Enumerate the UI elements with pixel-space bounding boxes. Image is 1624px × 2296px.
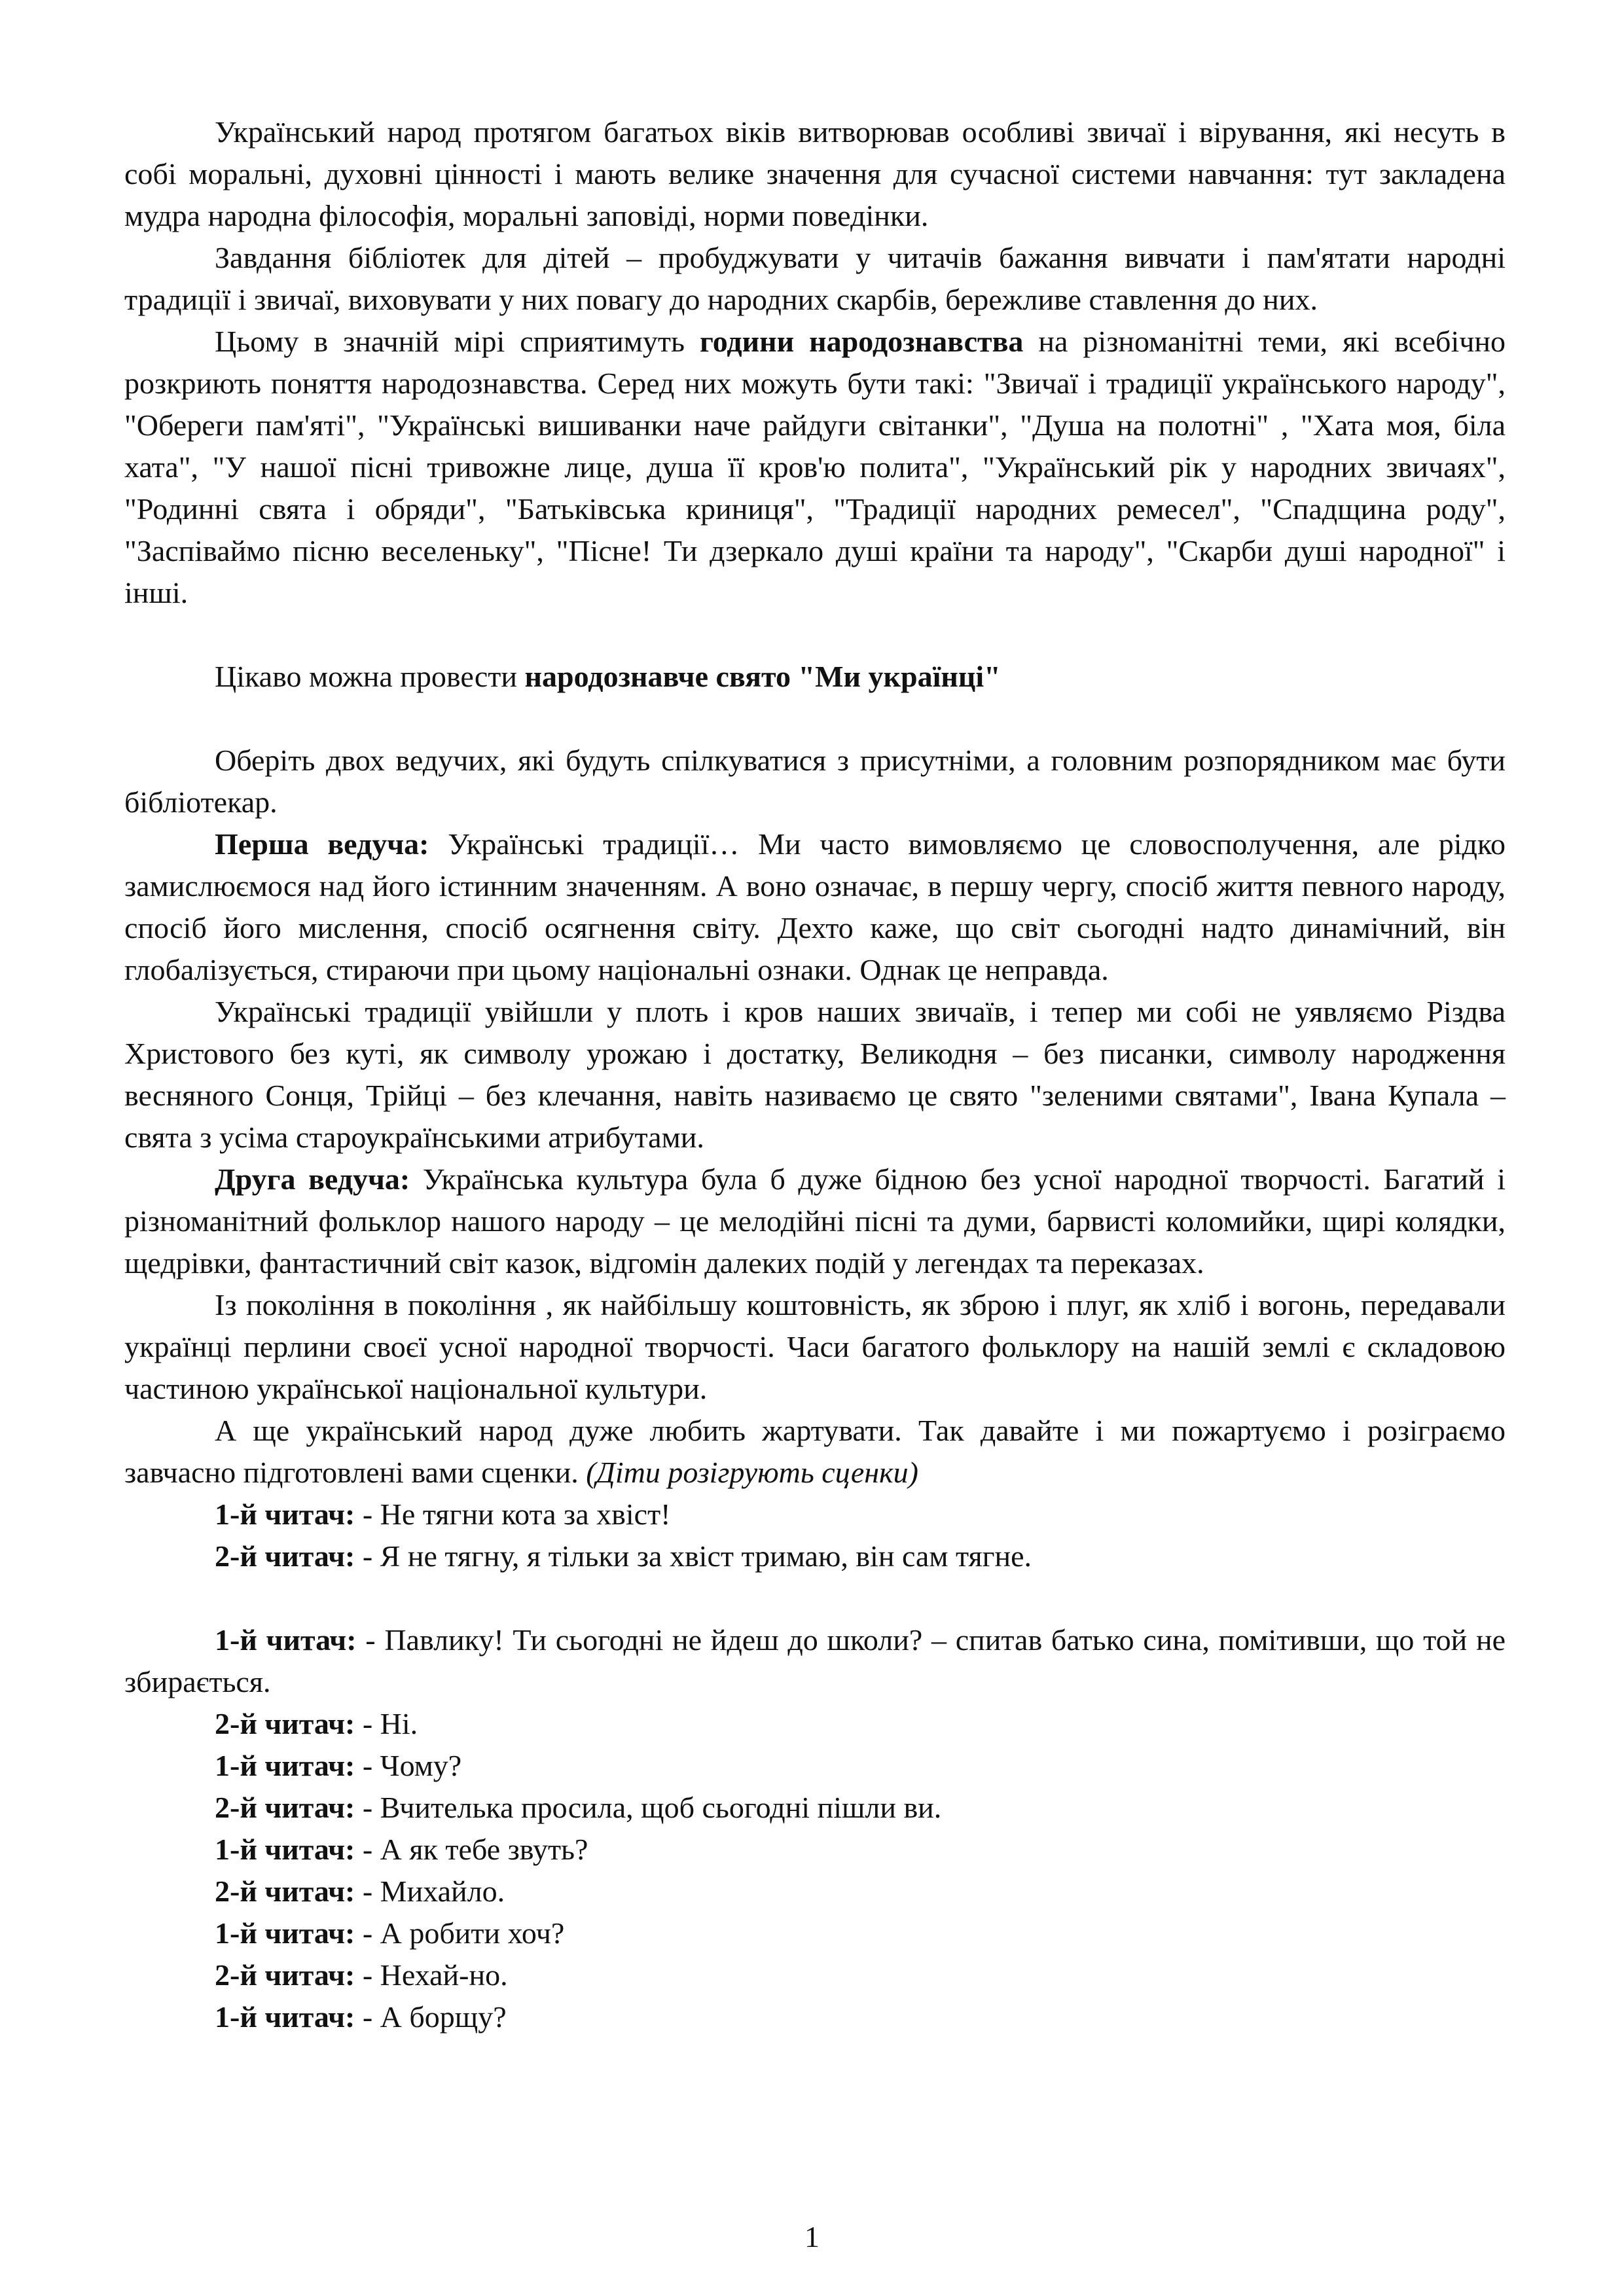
dialogue-text: - Павлику! Ти сьогодні не йдеш до школи? – спитав батько сина, помітивши, що той не збирається. [124,1623,1506,1698]
speaker-label: 1-й читач: [215,1498,355,1531]
stage-direction: (Діти розігрують сценки) [586,1456,918,1489]
dialogue-line [124,1703,1506,1745]
dialogue-text: - Михайло. [355,1874,505,1908]
dialogue-text: - А робити хоч? [355,1916,565,1950]
dialogue-text: - Чому? [355,1749,462,1782]
speaker-label: 1-й читач: [215,1749,355,1782]
paragraph [124,1410,1506,1494]
dialogue-line [124,1829,1506,1871]
paragraph-text: А ще український народ дуже любить жартувати. Так давайте і ми пожартуємо і розіграємо завчасно підготовлені вами сценки. [124,1414,1506,1489]
speaker-label: Друга ведуча: [215,1162,410,1196]
paragraph-text: Оберіть двох ведучих, які будуть спілкуватися з присутніми, а головним розпорядником має бути бібліотекар. [124,744,1506,819]
dialogue-line [124,1535,1506,1577]
paragraph-text: Українські традиції… Ми часто вимовляємо це словосполучення, але рідко замислюємося над його істинним значенням. А воно означає, в першу чергу, спосіб життя певного народу, спосіб його мислення, спосіб осягнення світу. Дехто каже, що світ сьогодні надто динамічний, він глобалізується, стираючи при цьому національні ознаки. Однак це неправда. [124,827,1506,986]
speaker-label: 2-й читач: [215,1958,355,1992]
dialogue-line [124,1912,1506,1954]
paragraph [124,656,1506,698]
dialogue-text: - А борщу? [355,2000,507,2034]
speaker-label: 2-й читач: [215,1707,355,1740]
speaker-label: 1-й читач: [215,1916,355,1950]
dialogue-text: - Не тягни кота за хвіст! [355,1498,671,1531]
paragraph [124,991,1506,1158]
dialogue-line [124,1996,1506,2038]
speaker-label: Перша ведуча: [215,827,429,861]
dialogue-line [124,1954,1506,1996]
dialogue-line [124,1871,1506,1912]
paragraph-text: Завдання бібліотек для дітей – пробуджувати у читачів бажання вивчати і пам'ятати народні традиції і звичаї, виховувати у них повагу до народних скарбів, бережливе ставлення до них. [124,241,1506,316]
paragraph-text: Українська культура була б дуже бідною без усної народної творчості. Багатий і різноманітний фольклор нашого народу – це мелодійні пісні та думи, барвисті коломийки, щирі колядки, щедрівки, фантастичний світ казок, відгомін далеких подій у легендах та переказах. [124,1162,1506,1280]
dialogue-line [124,1494,1506,1535]
paragraph-text: Цікаво можна провести [215,660,525,693]
dialogue-text: - Ні. [355,1707,418,1740]
dialogue-line [124,1787,1506,1829]
dialogue-text: - А як тебе звуть? [355,1833,588,1866]
page-number: 1 [804,2220,820,2253]
dialogue-text: - Нехай-но. [355,1958,508,1992]
speaker-label: 2-й читач: [215,1874,355,1908]
paragraph [124,823,1506,991]
dialogue-text: - Я не тягну, я тільки за хвіст тримаю, він сам тягне. [355,1539,1032,1573]
dialogue-line [124,1745,1506,1787]
speaker-label: 1-й читач: [215,1833,355,1866]
speaker-label: 1-й читач: [215,2000,355,2034]
paragraph-text: Із покоління в покоління , як найбільшу коштовність, як зброю і плуг, як хліб і вогонь, передавали українці перлини своєї усної народної творчості. Часи багатого фольклору на нашій землі є складовою частиною української національної культури. [124,1288,1506,1405]
event-title: народознавче свято "Ми українці" [524,660,1001,693]
speaker-label: 2-й читач: [215,1791,355,1824]
dialogue-line [124,1619,1506,1703]
paragraph [124,740,1506,823]
speaker-label: 2-й читач: [215,1539,355,1573]
bold-term: години народознавства [699,325,1024,358]
speaker-label: 1-й читач: [215,1623,357,1657]
document-body [124,111,1506,2038]
paragraph [124,1284,1506,1410]
paragraph-text: Цьому в значній мірі сприятимуть [215,325,700,358]
dialogue-text: - Вчителька просила, щоб сьогодні пішли ви. [355,1791,942,1824]
paragraph-text: на різноманітні теми, які всебічно розкриють поняття народознавства. Серед них можуть бути такі: "Звичаї і традиції українського народу", "Обереги пам'яті", "Українські вишиванки наче райдуги світанки", "Душа на полотні" , "Хата моя, біла хата", "У нашої пісні тривожне лице, душа її кров'ю полита", "Український рік у народних звичаях", "Родинні свята і обряди", "Батьківська криниця", "Традиції народних ремесел", "Спадщина роду", "Заспіваймо пісню веселеньку", "Пісне! Ти дзеркало душі країни та народу", "Скарби душі народної" і інші. [124,325,1506,609]
paragraph-text: Український народ протягом багатьох віків витворював особливі звичаї і вірування, які несуть в собі моральні, духовні цінності і мають велике значення для сучасної системи навчання: тут закладена мудра народна філософія, моральні заповіді, норми поведінки. [124,115,1506,232]
paragraph-text: Українські традиції увійшли у плоть і кров наших звичаїв, і тепер ми собі не уявляємо Різдва Христового без куті, як символу урожаю і достатку, Великодня – без писанки, символу народження весняного Сонця, Трійці – без клечання, навіть називаємо це свято "зеленими святами", Івана Купала – свята з усіма староукраїнськими атрибутами. [124,995,1506,1154]
paragraph [124,237,1506,321]
paragraph [124,321,1506,614]
paragraph [124,1158,1506,1284]
paragraph [124,111,1506,237]
